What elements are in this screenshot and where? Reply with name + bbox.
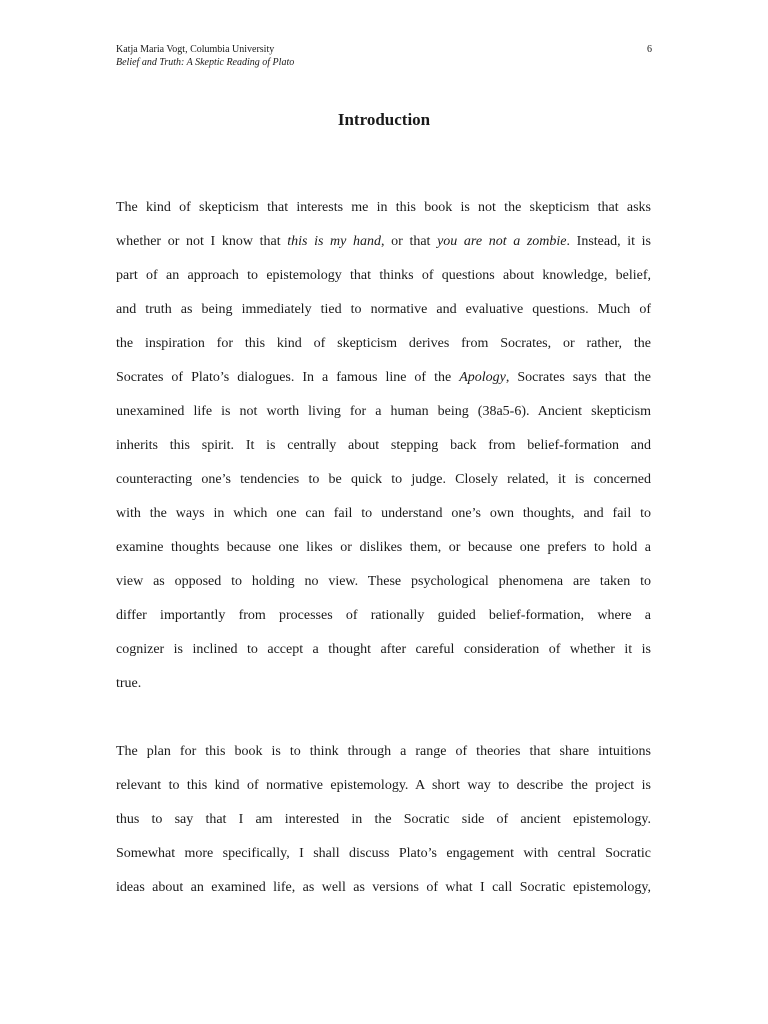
paragraph-1 bbox=[116, 191, 651, 701]
header-book-title: Belief and Truth: A Skeptic Reading of Plato bbox=[116, 57, 295, 68]
text-segment: , Socrates says that the bbox=[505, 370, 651, 385]
text-line: part of an approach to epistemology that thinks of questions about knowledge, belief, bbox=[116, 268, 651, 283]
emphasis-text: you are not a zombie bbox=[437, 234, 567, 249]
running-header bbox=[116, 43, 652, 69]
text-line: relevant to this kind of normative epistemology. A short way to describe the project is bbox=[116, 778, 651, 793]
body-text bbox=[116, 191, 651, 905]
text-line: differ importantly from processes of rationally guided belief-formation, where a bbox=[116, 608, 651, 623]
text-segment: . Instead, it is bbox=[566, 234, 651, 249]
text-line: ideas about an examined life, as well as versions of what I call Socratic epistemology, bbox=[116, 880, 651, 895]
text-line bbox=[116, 225, 651, 259]
chapter-title: Introduction bbox=[337, 110, 431, 129]
text-line: Somewhat more specifically, I shall discuss Plato’s engagement with central Socratic bbox=[116, 846, 651, 861]
emphasis-text: Apology bbox=[459, 370, 506, 385]
page-number: 6 bbox=[647, 44, 652, 55]
text-line: the inspiration for this kind of skepticism derives from Socrates, or rather, the bbox=[116, 336, 651, 351]
header-author: Katja Maria Vogt, Columbia University bbox=[116, 44, 275, 55]
emphasis-text: this is my hand bbox=[287, 234, 382, 249]
text-line: counteracting one’s tendencies to be quick to judge. Closely related, it is concerned bbox=[116, 472, 651, 487]
text-line bbox=[116, 361, 651, 395]
text-line: thus to say that I am interested in the Socratic side of ancient epistemology. bbox=[116, 812, 651, 827]
text-segment: whether or not I know that bbox=[116, 234, 288, 249]
text-segment: , or that bbox=[381, 234, 438, 249]
text-line: The kind of skepticism that interests me in this book is not the skepticism that asks bbox=[116, 200, 651, 215]
text-line: and truth as being immediately tied to normative and evaluative questions. Much of bbox=[116, 302, 651, 317]
text-line: true. bbox=[116, 676, 142, 691]
text-line: The plan for this book is to think through a range of theories that share intuitions bbox=[116, 744, 651, 759]
text-segment: Socrates of Plato’s dialogues. In a famous line of the bbox=[116, 370, 460, 385]
text-line: view as opposed to holding no view. These psychological phenomena are taken to bbox=[116, 574, 651, 589]
text-line: inherits this spirit. It is centrally about stepping back from belief-formation and bbox=[116, 438, 651, 453]
text-line: unexamined life is not worth living for a human being (38a5-6). Ancient skepticism bbox=[116, 404, 651, 419]
text-line: with the ways in which one can fail to understand one’s own thoughts, and fail to bbox=[116, 506, 651, 521]
paragraph-2 bbox=[116, 735, 651, 905]
text-line: cognizer is inclined to accept a thought after careful consideration of whether it is bbox=[116, 642, 651, 657]
text-line: examine thoughts because one likes or dislikes them, or because one prefers to hold a bbox=[116, 540, 651, 555]
